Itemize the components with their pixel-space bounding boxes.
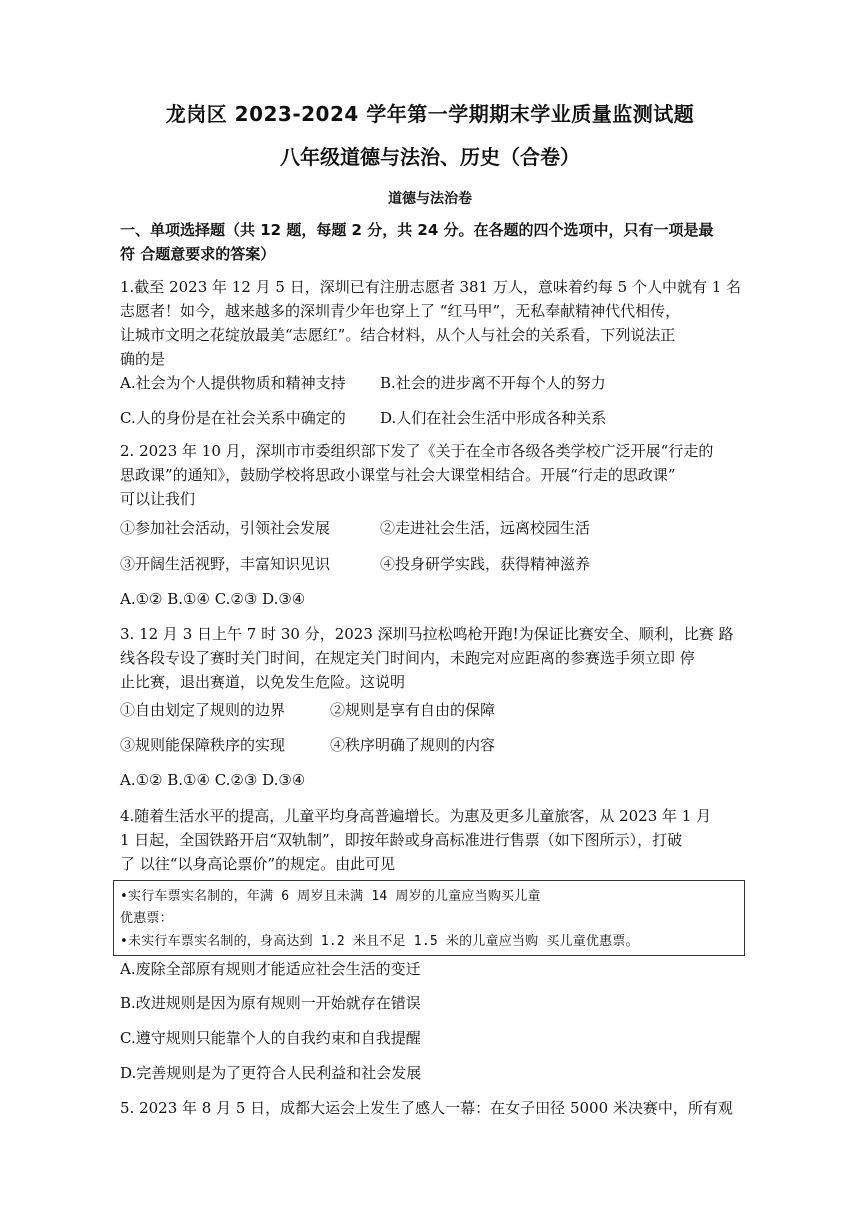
part1-heading-cont: 符 合题意要求的答案）: [120, 245, 276, 263]
q1-option-d: D.人们在社会生活中形成各种关系: [380, 409, 607, 427]
ticket-rule-box: [113, 880, 745, 956]
q4-stem-line: 1 日起，全国铁路开启“双轨制”，即按年龄或身高标准进行售票（如下图所示），打破: [120, 831, 683, 849]
q4-option-b: B.改进规则是因为原有规则一开始就存在错误: [120, 994, 421, 1012]
part1-heading: 一、单项选择题（共 12 题，每题 2 分，共 24 分。在各题的四个选项中，只有一项是最: [120, 221, 714, 239]
q2-stem-line: 2. 2023 年 10 月，深圳市市委组织部下发了《关于在全市各级各类学校广泛开展“行走的: [120, 442, 714, 460]
ticket-rule-line: •未实行车票实名制的，身高达到 1.2 米且不足 1.5 米的儿童应当购 买儿童优惠票。: [120, 934, 639, 949]
q1-stem-line: 让城市文明之花绽放最美“志愿红”。结合材料，从个人与社会的关系看，下列说法正: [120, 326, 676, 344]
q1-stem-line: 1.截至 2023 年 12 月 5 日，深圳已有注册志愿者 381 万人，意味着约每 5 个人中就有 1 名: [120, 278, 742, 296]
q3-stem-line: 线各段专设了赛时关门时间，在规定关门时间内，未跑完对应距离的参赛选手须立即 停: [120, 649, 695, 667]
q2-answer-choices: A.①② B.①④ C.②③ D.③④: [120, 590, 306, 608]
exam-title: 龙岗区 2023-2024 学年第一学期期末学业质量监测试题: [165, 102, 695, 126]
q3-stem-line: 3. 12 月 3 日上午 7 时 30 分，2023 深圳马拉松鸣枪开跑!为保证比赛安全、顺利，比赛 路: [120, 625, 734, 643]
q2-items-row: [120, 516, 745, 540]
q3-item-2: ②规则是享有自由的保障: [330, 701, 496, 719]
q1-option-b: B.社会的进步离不开每个人的努力: [380, 374, 606, 392]
q3-item-4: ④秩序明确了规则的内容: [330, 736, 496, 754]
q2-stem-line: 可以让我们: [120, 490, 196, 508]
q2-item-3: ③开阔生活视野，丰富知识见识: [120, 555, 331, 573]
q1-option-c: C.人的身份是在社会关系中确定的: [120, 409, 346, 427]
q3-item-1: ①自由划定了规则的边界: [120, 701, 286, 719]
ticket-rule-line: •实行车票实名制的，年满 6 周岁且未满 14 周岁的儿童应当购买儿童: [120, 889, 541, 904]
q4-stem-line: 4.随着生活水平的提高，儿童平均身高普遍增长。为惠及更多儿童旅客，从 2023 年 1 月: [120, 807, 712, 825]
q1-stem-line: 志愿者！如今，越来越多的深圳青少年也穿上了 “红马甲”，无私奉献精神代代相传，: [120, 302, 681, 320]
q2-item-2: ②走进社会生活，远离校园生活: [380, 519, 591, 537]
q4-option-c: C.遵守规则只能靠个人的自我约束和自我提醒: [120, 1029, 421, 1047]
q2-items-row: [120, 552, 745, 576]
q3-items-row: [120, 698, 745, 722]
q3-item-3: ③规则能保障秩序的实现: [120, 736, 286, 754]
q5-stem-line: 5. 2023 年 8 月 5 日，成都大运会上发生了感人一幕：在女子田径 5000 米决赛中，所有观: [120, 1099, 733, 1117]
q4-stem-line: 了 以往“以身高论票价”的规定。由此可见: [120, 855, 396, 873]
section-title: 道德与法治卷: [388, 191, 472, 207]
q1-options-row: [120, 371, 745, 395]
q1-stem-line: 确的是: [120, 350, 166, 368]
q3-items-row: [120, 733, 745, 757]
q1-option-a: A.社会为个人提供物质和精神支持: [120, 374, 346, 392]
q2-item-1: ①参加社会活动，引领社会发展: [120, 519, 331, 537]
exam-subtitle: 八年级道德与法治、历史（合卷）: [280, 145, 580, 169]
q3-stem-line: 止比赛，退出赛道，以免发生危险。这说明: [120, 673, 406, 691]
q3-answer-choices: A.①② B.①④ C.②③ D.③④: [120, 771, 306, 789]
q2-item-4: ④投身研学实践，获得精神滋养: [380, 555, 591, 573]
ticket-rule-line: 优惠票：: [120, 911, 173, 926]
q2-stem-line: 思政课”的通知》，鼓励学校将思政小课堂与社会大课堂相结合。开展“行走的思政课”: [120, 466, 676, 484]
q1-options-row: [120, 406, 745, 430]
q4-option-d: D.完善规则是为了更符合人民利益和社会发展: [120, 1064, 422, 1082]
q4-option-a: A.废除全部原有规则才能适应社会生活的变迁: [120, 960, 421, 978]
